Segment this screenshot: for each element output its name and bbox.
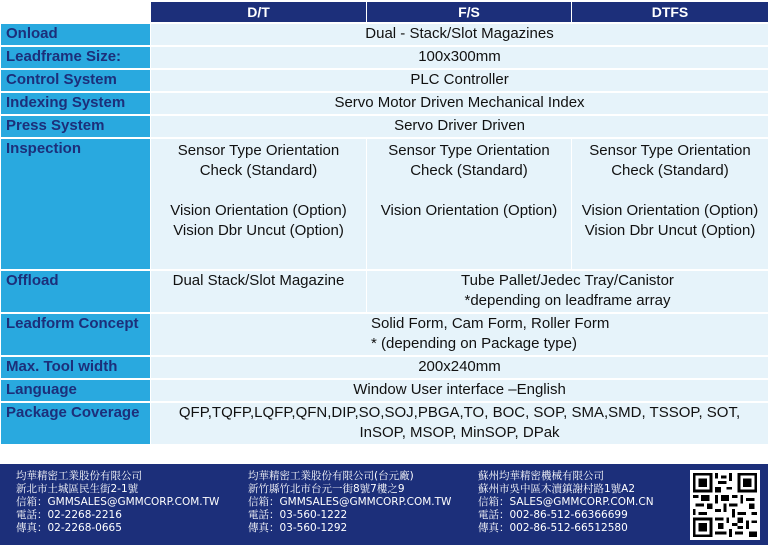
- package-line-1: QFP,TQFP,LQFP,QFN,DIP,SO,SOJ,PBGA,TO, BOC, SOP, SMA,SMD, TSSOP, SOT,: [178, 404, 741, 421]
- column-header-dt: D/T: [151, 2, 366, 22]
- header-blank-cell: [1, 2, 150, 22]
- row-label-inspection: Inspection: [1, 139, 150, 269]
- row-label-language: Language: [1, 380, 150, 401]
- office-1-address: 新北市土城區民生街2-1號: [16, 483, 139, 495]
- offload-line-2: *depending on leadframe array: [464, 292, 671, 309]
- inspection-dt-line-3: Vision Orientation (Option): [170, 202, 347, 219]
- cell-language: Window User interface –English: [151, 380, 768, 401]
- office-2-tel: 電話：03-560-1222: [248, 509, 348, 521]
- row-label-tool-width: Max. Tool width: [1, 357, 150, 378]
- office-1-email[interactable]: 信箱：GMMSALES@GMMCORP.COM.TW: [16, 496, 220, 508]
- inspection-fs-line-2: Check (Standard): [410, 162, 528, 179]
- cell-onload: Dual - Stack/Slot Magazines: [151, 24, 768, 45]
- office-3-fax: 傳真：002-86-512-66512580: [478, 522, 628, 534]
- office-3-name: 蘇州均華精密機械有限公司: [478, 470, 604, 482]
- office-3-email[interactable]: 信箱：SALES@GMMCORP.COM.CN: [478, 496, 654, 508]
- row-language: [1, 380, 768, 401]
- cell-package: [151, 403, 768, 444]
- row-tool-width: [1, 357, 768, 378]
- row-control: [1, 70, 768, 91]
- row-label-control: Control System: [1, 70, 150, 91]
- inspection-dtfs-line-2: Check (Standard): [611, 162, 729, 179]
- package-line-2: InSOP, MSOP, MinSOP, DPak: [359, 424, 560, 441]
- row-leadframe: [1, 47, 768, 68]
- row-label-onload: Onload: [1, 24, 150, 45]
- inspection-dtfs-line-1: Sensor Type Orientation: [589, 142, 751, 159]
- office-2-fax: 傳真：03-560-1292: [248, 522, 348, 534]
- offload-line-1: Tube Pallet/Jedec Tray/Canistor: [461, 272, 674, 289]
- row-package: [1, 403, 768, 444]
- inspection-dt-line-4: Vision Dbr Uncut (Option): [173, 222, 344, 239]
- footer-office-3: [478, 470, 654, 535]
- cell-offload-other: [367, 271, 768, 312]
- office-2-name: 均華精密工業股份有限公司(台元廠): [248, 470, 414, 482]
- office-1-name: 均華精密工業股份有限公司: [16, 470, 142, 482]
- inspection-dt-line-1: Sensor Type Orientation: [177, 142, 340, 159]
- cell-leadform: [151, 314, 768, 355]
- footer-office-1: [16, 470, 219, 535]
- leadform-line-1: Solid Form, Cam Form, Roller Form: [371, 315, 610, 332]
- row-label-press: Press System: [1, 116, 150, 137]
- cell-press: Servo Driver Driven: [151, 116, 768, 137]
- cell-leadframe: 100x300mm: [151, 47, 768, 68]
- leadform-line-2: * (depending on Package type): [371, 335, 577, 352]
- office-2-email[interactable]: 信箱：GMMSALES@GMMCORP.COM.TW: [248, 496, 452, 508]
- cell-inspection-fs: [367, 139, 571, 269]
- row-indexing: [1, 93, 768, 114]
- cell-indexing: Servo Motor Driven Mechanical Index: [151, 93, 768, 114]
- contact-footer: [0, 464, 768, 545]
- inspection-fs-line-3: Vision Orientation (Option): [380, 202, 558, 219]
- cell-inspection-dtfs: [572, 139, 768, 269]
- row-label-offload: Offload: [1, 271, 150, 312]
- inspection-dt-line-2: Check (Standard): [199, 162, 318, 179]
- office-3-tel: 電話：002-86-512-66366699: [478, 509, 628, 521]
- office-1-fax: 傳真：02-2268-0665: [16, 522, 122, 534]
- row-label-leadform: Leadform Concept: [1, 314, 150, 355]
- header-row: [1, 2, 768, 22]
- inspection-dtfs-line-3: Vision Orientation (Option): [581, 202, 759, 219]
- row-label-package: Package Coverage: [1, 403, 150, 444]
- inspection-dtfs-line-4: Vision Dbr Uncut (Option): [584, 222, 756, 239]
- footer-office-2: [248, 470, 451, 535]
- cell-control: PLC Controller: [151, 70, 768, 91]
- office-2-address: 新竹縣竹北市台元一街8號7樓之9: [248, 483, 405, 495]
- row-onload: [1, 24, 768, 45]
- row-offload: [1, 271, 768, 312]
- inspection-fs-line-1: Sensor Type Orientation: [388, 142, 550, 159]
- row-leadform: [1, 314, 768, 355]
- row-press: [1, 116, 768, 137]
- office-1-tel: 電話：02-2268-2216: [16, 509, 122, 521]
- cell-inspection-dt: [151, 139, 366, 269]
- office-3-address: 蘇州市吳中區木瀆鎮謝村路1號A2: [478, 483, 636, 495]
- row-label-leadframe: Leadframe Size:: [1, 47, 150, 68]
- column-header-fs: F/S: [367, 2, 571, 22]
- cell-tool-width: 200x240mm: [151, 357, 768, 378]
- column-header-dtfs: DTFS: [572, 2, 768, 22]
- row-label-indexing: Indexing System: [1, 93, 150, 114]
- row-inspection: [1, 139, 768, 269]
- qr-code-icon[interactable]: [690, 470, 760, 540]
- cell-offload-dt: Dual Stack/Slot Magazine: [151, 271, 366, 312]
